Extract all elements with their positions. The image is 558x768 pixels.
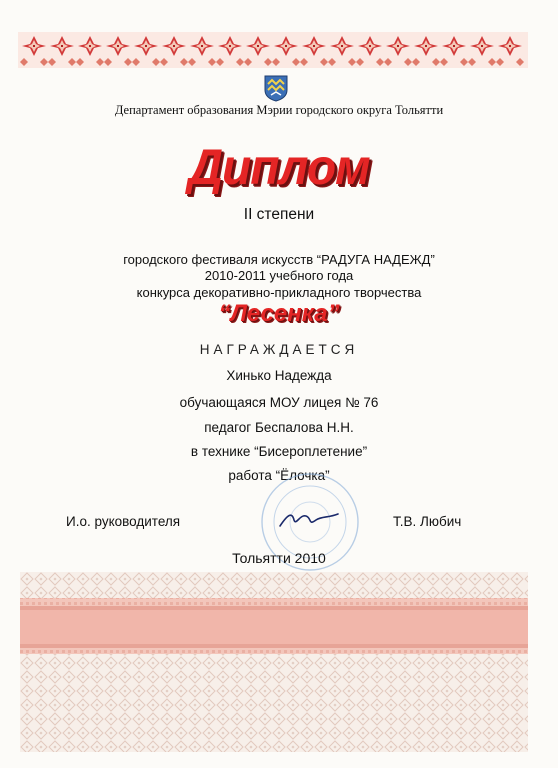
signatory-name: Т.В. Любич — [393, 514, 462, 529]
city-year: Тольятти 2010 — [232, 550, 326, 566]
festival-line: городского фестиваля искусств “РАДУГА НАДЕЖД” — [123, 252, 435, 267]
recipient-teacher: педагог Беспалова Н.Н. — [204, 420, 354, 435]
city-coat-of-arms-icon — [263, 74, 289, 102]
contest-name: “Лесенка” — [218, 300, 340, 327]
work-technique: в технике “Бисероплетение” — [190, 444, 368, 459]
folk-ornament-icon — [18, 32, 528, 68]
signatory-title: И.о. руководителя — [66, 514, 181, 529]
recipient-name: Хинько Надежда — [226, 368, 332, 383]
recipient-school: обучающаяся МОУ лицея № 76 — [179, 395, 379, 410]
contest-category-line: конкурса декоративно-прикладного творчества — [136, 285, 422, 300]
awards-label: НАГРАЖДАЕТСЯ — [199, 342, 359, 357]
department-name: Департамент образования Мэрии городского округа Тольятти — [114, 103, 444, 117]
diploma-title: Диплом — [188, 139, 370, 196]
diploma-degree: II степени — [243, 206, 315, 223]
work-title: работа “Ёлочка” — [228, 468, 330, 483]
academic-year-line: 2010-2011 учебного года — [204, 268, 354, 283]
decorative-band — [20, 572, 528, 752]
handwritten-signature — [278, 508, 340, 530]
